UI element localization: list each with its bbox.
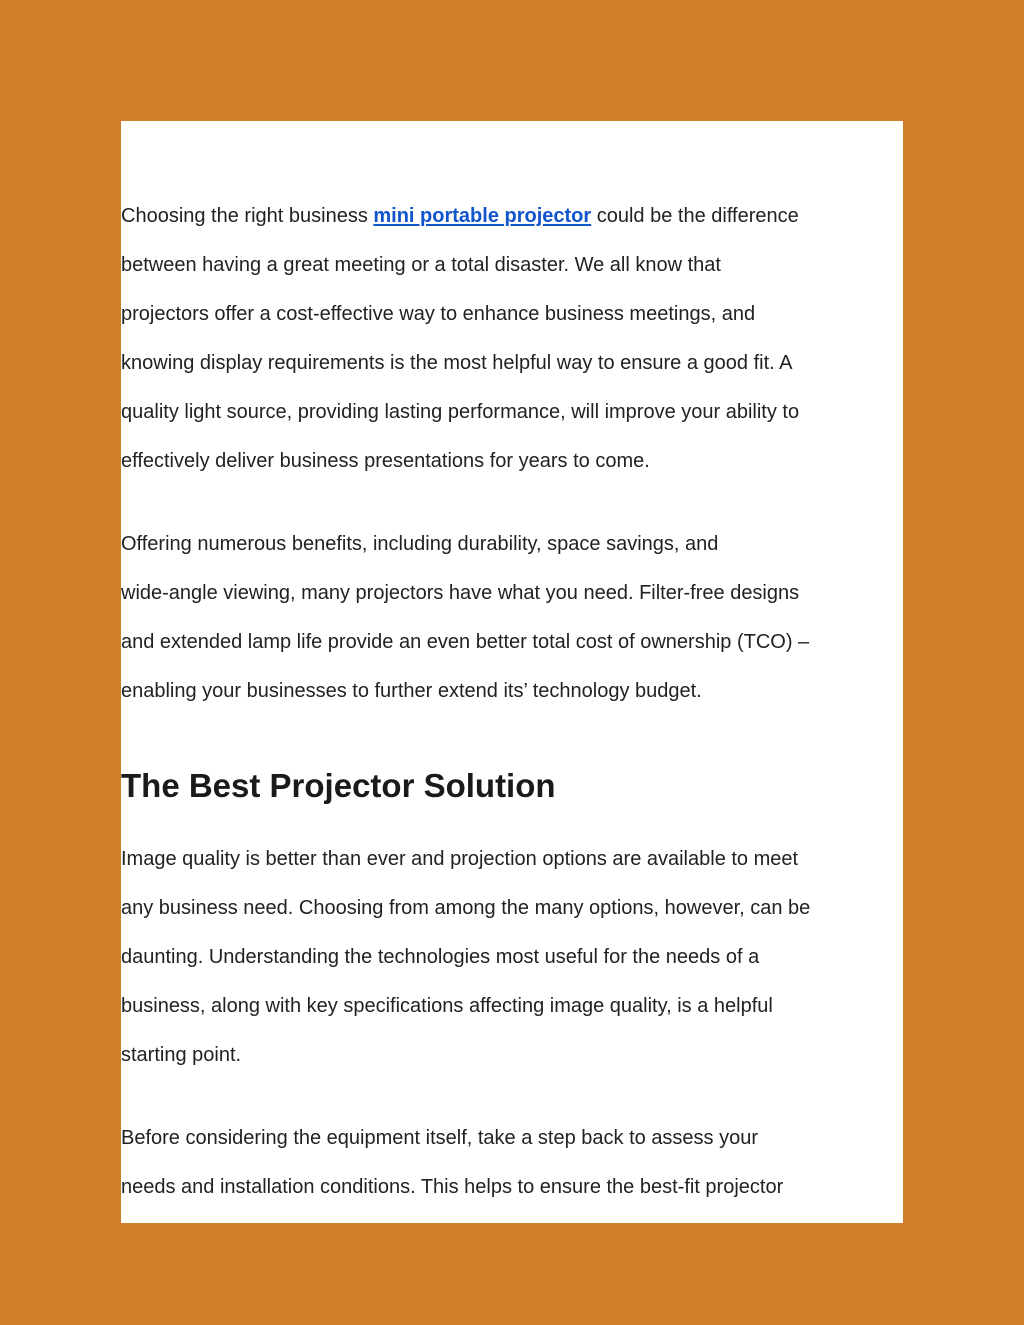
- paragraph-line: between having a great meeting or a total disaster. We all know that: [121, 254, 721, 276]
- benefits-paragraph: [121, 520, 903, 716]
- paragraph-line: starting point.: [121, 1044, 242, 1066]
- text-segment: could be the difference: [591, 205, 799, 227]
- mini-portable-projector-link[interactable]: mini portable projector: [373, 205, 592, 227]
- paragraph-line: Offering numerous benefits, including durability, space savings, and: [121, 533, 719, 555]
- image-quality-paragraph: [121, 835, 903, 1080]
- paragraph-line: knowing display requirements is the most helpful way to ensure a good fit. A: [121, 352, 793, 374]
- paragraph-line: and extended lamp life provide an even better total cost of ownership (TCO) –: [121, 631, 810, 653]
- paragraph-line: any business need. Choosing from among the many options, however, can be: [121, 897, 811, 919]
- paragraph-line: quality light source, providing lasting performance, will improve your ability to: [121, 401, 800, 423]
- paragraph-line: business, along with key specifications affecting image quality, is a helpful: [121, 995, 773, 1017]
- paragraph-line: wide-angle viewing, many projectors have what you need. Filter-free designs: [121, 582, 800, 604]
- paragraph-line: effectively deliver business presentations for years to come.: [121, 450, 650, 472]
- section-heading: The Best Projector Solution: [121, 767, 556, 804]
- paragraph-line: Image quality is better than ever and projection options are available to meet: [121, 848, 799, 870]
- paragraph-line: projectors offer a cost-effective way to enhance business meetings, and: [121, 303, 756, 325]
- paragraph-line: enabling your businesses to further extend its’ technology budget.: [121, 680, 702, 702]
- paragraph-line: daunting. Understanding the technologies most useful for the needs of a: [121, 946, 760, 968]
- paragraph-line: Before considering the equipment itself, take a step back to assess your: [121, 1127, 759, 1149]
- paragraph-line: [121, 192, 903, 241]
- needs-paragraph: [121, 1114, 903, 1212]
- document-page: [121, 121, 903, 1223]
- paragraph-line: needs and installation conditions. This helps to ensure the best-fit projector: [121, 1176, 784, 1198]
- intro-paragraph: [121, 192, 903, 486]
- text-segment: Choosing the right business: [121, 205, 374, 227]
